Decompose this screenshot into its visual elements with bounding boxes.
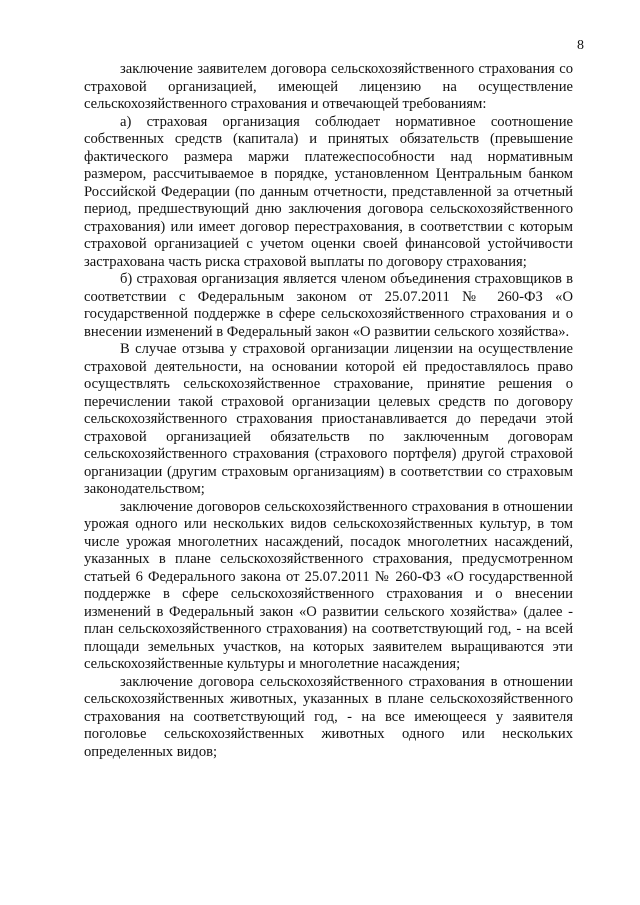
paragraph-livestock-insurance: заключение договора сельскохозяйственного страхования в отношении сельскохозяйственных животных, указанных в плане сельскохозяйственного страхования на соответствующий год, - на все имеющееся у заявителя поголовье сельскохозяйственных животных одного или нескольких определенных видов; <box>84 673 573 760</box>
document-body <box>84 61 573 761</box>
paragraph-insurance-contract: заключение заявителем договора сельскохозяйственного страхования со страховой организацией, имеющей лицензию на осуществление сельскохозяйственного страхования и отвечающей требованиям: <box>84 61 573 112</box>
paragraph-requirement-b: б) страховая организация является членом объединения страховщиков в соответствии с Федеральным законом от 25.07.2011 № 260-ФЗ «О государственной поддержке в сфере сельскохозяйственного страхования и о внесении изменений в Федеральный закон «О развитии сельского хозяйства». <box>84 271 573 340</box>
page-number: 8 <box>577 38 584 53</box>
paragraph-crop-insurance: заключение договоров сельскохозяйственного страхования в отношении урожая одного или нескольких видов сельскохозяйственных культур, в том числе урожая многолетних насаждений, посадок многолетних насаждений, указанных в плане сельскохозяйственного страхования, предусмотренном статьей 6 Федерального закона от 25.07.2011 № 260-ФЗ «О государственной поддержке в сфере сельскохозяйственного страхования и о внесении изменений в Федеральный закон «О развитии сельского хозяйства» (далее - план сельскохозяйственного страхования) на соответствующий год, - на всей площади земельных участков, на которых заявителем выращиваются эти сельскохозяйственные культуры и многолетние насаждения; <box>84 498 573 672</box>
paragraph-license-revocation: В случае отзыва у страховой организации лицензии на осуществление страховой деятельности, на основании которой ей предоставлялось право осуществлять сельскохозяйственное страхование, принятие решения о перечислении такой страховой организации целевых средств по договору сельскохозяйственного страхования приостанавливается до передачи этой страховой организацией обязательств по заключенным договорам сельскохозяйственного страхования (страхового портфеля) другой страховой организации (другим страховым организациям) в соответствии со страховым законодательством; <box>84 341 573 497</box>
paragraph-requirement-a: а) страховая организация соблюдает нормативное соотношение собственных средств (капитала) и принятых обязательств (превышение фактического размера маржи платежеспособности над нормативным размером, рассчитываемое в порядке, установленном Центральным банком Российской Федерации (по данным отчетности, представленной за отчетный период, предшествующий дню заключения договора сельскохозяйственного страхования) или имеет договор перестрахования, в соответствии с которым страховой организацией с учетом оценки своей финансовой устойчивости застрахована часть риска страховой выплаты по договору страхования; <box>84 113 573 270</box>
